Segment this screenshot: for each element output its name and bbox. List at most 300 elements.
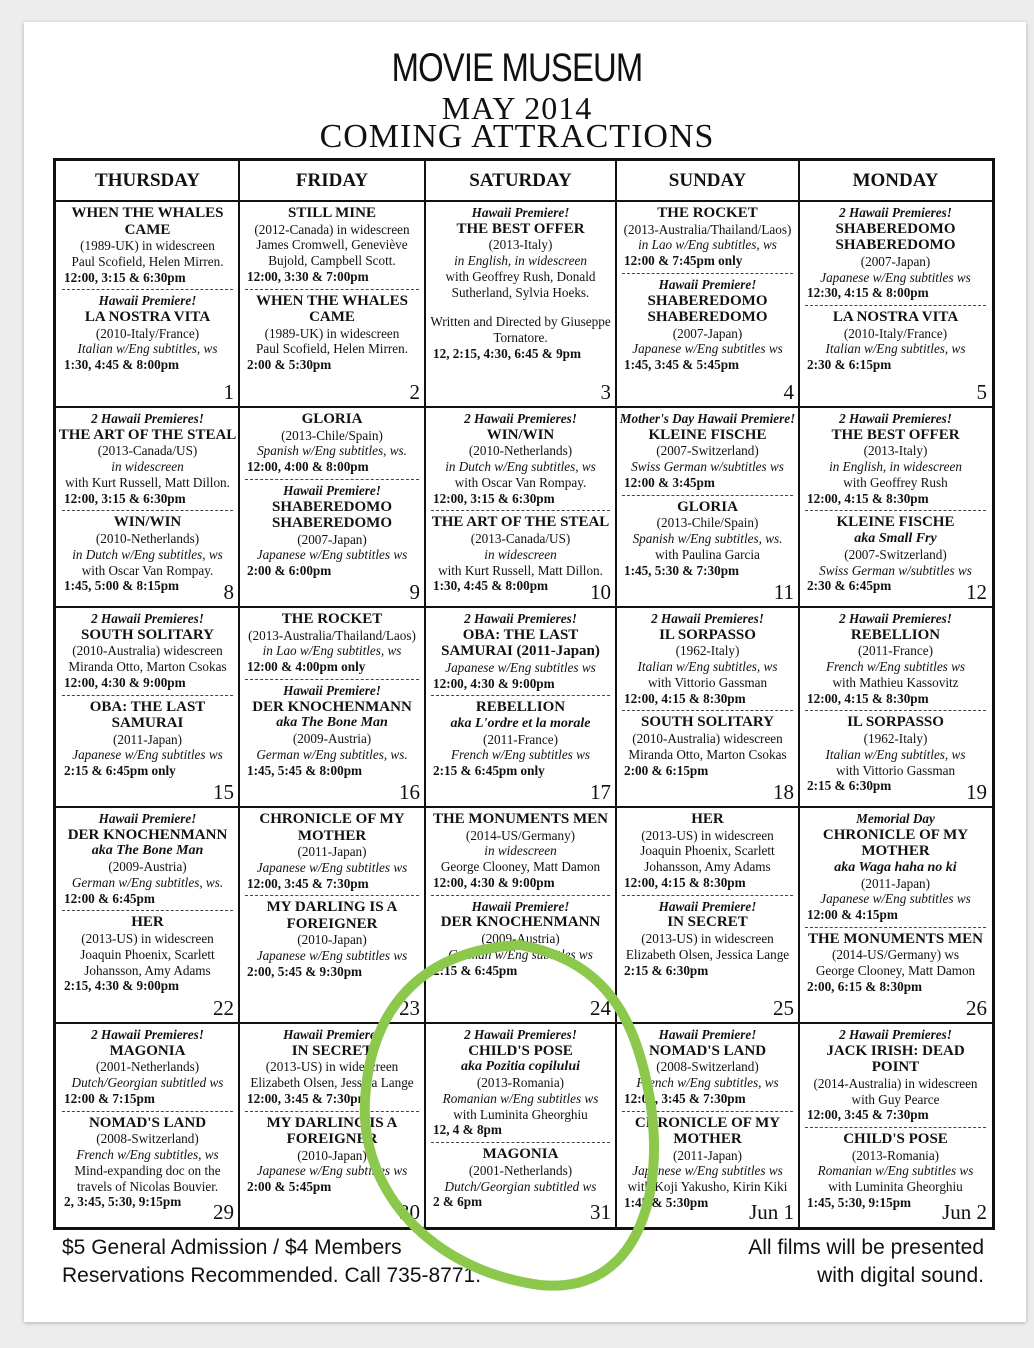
cast-info: George Clooney, Matt Damon	[440, 859, 601, 875]
language-info: German w/Eng subtitles ws	[448, 946, 593, 962]
day-number: 26	[966, 996, 987, 1020]
calendar-day-cell	[616, 611, 799, 807]
cast-info: Miranda Otto, Marton Csokas	[68, 659, 227, 675]
movie-title: GLORIA	[677, 498, 738, 515]
movie-info: (2010-Netherlands)	[95, 530, 200, 546]
movie-title: THE ART OF THE STEAL	[58, 426, 237, 443]
entry-divider	[245, 895, 419, 896]
movie-title: WIN/WIN	[113, 514, 182, 531]
language-info: Swiss German w/subtitles ws	[819, 562, 972, 578]
calendar-day-cell	[616, 411, 799, 607]
premiere-note: Hawaii Premiere!	[471, 898, 570, 914]
movie-info: (2013-Australia/Thailand/Laos)	[248, 627, 416, 643]
movie-title: SHABEREDOMO SHABEREDOMO	[271, 498, 392, 532]
showtimes: 2:30 & 6:15pm	[807, 357, 892, 373]
movie-info: (2011-Japan)	[297, 844, 367, 859]
showtimes: 12:00, 4:30 & 9:00pm	[64, 674, 186, 690]
movie-info: (2011-Japan)	[672, 1147, 743, 1163]
movie-title: THE BEST OFFER	[456, 220, 585, 237]
premiere-note: 2 Hawaii Premieres!	[464, 611, 577, 626]
cast-info: James Cromwell, Geneviève Bujold, Campbell Scott.	[256, 237, 408, 269]
alt-title: aka The Bone Man	[91, 843, 204, 859]
premiere-note: 2 Hawaii Premieres!	[839, 611, 952, 626]
movie-listing	[425, 611, 616, 691]
showtimes: 12:00, 4:15 & 8:30pm	[624, 874, 746, 890]
movie-listing	[239, 483, 425, 579]
movie-title: THE ROCKET	[657, 205, 758, 221]
movie-listing	[239, 899, 425, 979]
movie-info: (2008-Switzerland)	[656, 1059, 759, 1075]
entry-divider	[62, 910, 233, 911]
day-number: Jun 2	[942, 1200, 987, 1224]
movie-title: GLORIA	[301, 411, 363, 427]
movie-listing	[616, 205, 799, 269]
cast-info: Miranda Otto, Marton Csokas	[628, 746, 787, 762]
movie-listing	[425, 1146, 616, 1210]
cast-info: Joaquin Phoenix, Scarlett Johansson, Amy Adams	[80, 946, 215, 978]
schedule-grid	[53, 158, 995, 1230]
movie-info: (2001-Netherlands)	[468, 1162, 573, 1178]
cast-info: with Mathieu Kassovitz	[832, 674, 959, 690]
showtimes: 12:00, 4:00 & 8:00pm	[247, 459, 369, 475]
movie-listing	[239, 683, 425, 778]
movie-title: IL SORPASSO	[847, 714, 944, 731]
premiere-note: 2 Hawaii Premieres!	[91, 411, 204, 426]
premiere-note: 2 Hawaii Premieres!	[464, 411, 577, 426]
language-info: Spanish w/Eng subtitles, ws.	[632, 530, 783, 546]
movie-info: (2013-Italy)	[863, 443, 928, 459]
showtimes: 12:00, 3:45 & 7:30pm	[247, 1090, 369, 1106]
movie-listing	[616, 411, 799, 491]
showtimes: 1:45, 5:00 & 8:15pm	[64, 578, 180, 594]
showtimes: 2:15 & 6:45pm	[433, 962, 518, 978]
movie-title: JACK IRISH: DEAD POINT	[826, 1042, 965, 1076]
calendar-day-cell	[616, 205, 799, 407]
showtimes: 12:00, 4:30 & 9:00pm	[433, 675, 555, 691]
movie-info: (2013-Romania)	[476, 1075, 565, 1091]
showtimes: 12:00 & 4:00pm only	[247, 659, 366, 675]
movie-title: NOMAD'S LAND	[648, 1042, 767, 1059]
movie-title: WHEN THE WHALES CAME	[71, 205, 224, 238]
day-number: 9	[409, 580, 420, 604]
calendar-day-cell	[799, 1027, 992, 1227]
movie-title: THE ROCKET	[281, 611, 383, 627]
movie-listing	[425, 699, 616, 779]
premiere-note: 2 Hawaii Premieres!	[91, 1027, 204, 1042]
entry-divider	[622, 495, 793, 496]
showtimes: 12:00, 4:15 & 8:30pm	[807, 690, 929, 706]
movie-info: (2014-US/Germany)	[465, 827, 576, 843]
movie-listing	[799, 1027, 992, 1123]
movie-info: (2010-Italy/France)	[843, 325, 948, 341]
entry-divider	[62, 695, 233, 696]
showtimes: 12:00, 4:15 & 8:30pm	[624, 690, 746, 706]
movie-listing	[239, 411, 425, 475]
movie-info: (2007-Switzerland)	[844, 546, 947, 562]
movie-info: (2010-Japan)	[297, 932, 367, 948]
movie-title: SHABEREDOMO SHABEREDOMO	[835, 220, 956, 254]
movie-info: (2013-US) in widescreen	[265, 1059, 399, 1075]
language-info: Japanese w/Eng subtitles ws	[256, 859, 408, 875]
movie-title: DER KNOCHENMANN	[67, 826, 228, 843]
day-number: 29	[213, 1200, 234, 1224]
entry-divider	[622, 710, 793, 711]
movie-title: MAGONIA	[109, 1042, 186, 1059]
movie-listing	[616, 714, 799, 778]
day-number: 16	[399, 780, 420, 804]
language-info: Romanian w/Eng subtitles ws	[442, 1090, 599, 1106]
premiere-note: Hawaii Premiere!	[658, 276, 757, 292]
movie-listing	[799, 514, 992, 594]
premiere-note: 2 Hawaii Premieres!	[91, 611, 204, 626]
language-info: Italian w/Eng subtitles, ws	[825, 341, 966, 357]
language-info: in Dutch w/Eng subtitles, ws	[445, 459, 596, 475]
movie-title: NOMAD'S LAND	[88, 1114, 207, 1131]
cast-info: with Koji Yakusho, Kirin Kiki	[627, 1179, 788, 1195]
movie-info: (2012-Canada) in widescreen	[254, 221, 410, 237]
movie-listing	[239, 1115, 425, 1195]
movie-listing	[56, 514, 239, 594]
movie-title: CHRONICLE OF MY MOTHER	[634, 1114, 781, 1148]
day-number: 31	[590, 1200, 611, 1224]
premiere-note: Hawaii Premiere!	[283, 682, 381, 698]
day-number: 8	[223, 580, 234, 604]
movie-title: IL SORPASSO	[659, 626, 756, 643]
calendar-day-cell	[799, 611, 992, 807]
movie-info: (2010-Australia) widescreen	[632, 730, 783, 746]
movie-info: (2010-Italy/France)	[95, 325, 200, 341]
day-header-thursday: THURSDAY	[95, 170, 200, 191]
premiere-note: Hawaii Premiere!	[98, 811, 197, 826]
showtimes: 2:15 & 6:45pm only	[64, 763, 176, 779]
movie-listing	[616, 499, 799, 579]
premiere-note: 2 Hawaii Premieres!	[839, 1027, 952, 1042]
showtimes: 12:00, 4:30 & 9:00pm	[433, 874, 555, 890]
movie-listing	[799, 714, 992, 794]
cast-info: Mind-expanding doc on the travels of Nicolas Bouvier.	[74, 1162, 221, 1194]
movie-info: (2013-US) in widescreen	[641, 930, 774, 946]
showtimes: 12:00, 3:30 & 7:00pm	[247, 268, 369, 284]
showtimes: 12, 4 & 8pm	[433, 1122, 502, 1138]
movie-info: (2001-Netherlands)	[95, 1059, 200, 1075]
cast-info: Paul Scofield, Helen Mirren.	[256, 341, 408, 357]
movie-info: (2013-US) in widescreen	[81, 930, 214, 946]
calendar-day-cell	[239, 411, 425, 607]
movie-listing	[799, 411, 992, 506]
entry-divider	[805, 710, 986, 711]
alt-title: aka Pozitia copilului	[460, 1059, 580, 1075]
entry-divider	[431, 510, 610, 511]
language-info: Japanese w/Eng subtitles ws	[256, 547, 408, 563]
calendar-day-cell	[616, 811, 799, 1023]
showtimes: 1:45 & 5:30pm	[624, 1195, 709, 1211]
movie-info: (2011-France)	[858, 643, 933, 659]
day-header-saturday: SATURDAY	[469, 170, 572, 191]
calendar-day-cell	[56, 811, 239, 1023]
entry-divider	[62, 1111, 233, 1112]
showtimes: 12:00 & 3:45pm	[624, 474, 715, 490]
day-number: 18	[773, 780, 794, 804]
language-info: Romanian w/Eng subtitles ws	[817, 1163, 974, 1179]
showtimes: 2:00, 5:45 & 9:30pm	[247, 963, 363, 979]
cast-info: George Clooney, Matt Damon	[815, 963, 976, 979]
entry-divider	[805, 1127, 986, 1128]
calendar-day-cell	[56, 611, 239, 807]
movie-info: (1962-Italy)	[863, 730, 928, 746]
movie-title: KLEINE FISCHE	[648, 426, 767, 443]
showtimes: 1:30, 4:45 & 8:00pm	[433, 578, 549, 594]
movie-title: MY DARLING IS A FOREIGNER	[266, 899, 398, 932]
movie-title: SHABEREDOMO SHABEREDOMO	[647, 292, 768, 326]
alt-title: aka Small Fry	[854, 530, 937, 546]
showtimes: 12:30, 4:15 & 8:00pm	[807, 285, 929, 301]
day-number: 10	[590, 580, 611, 604]
movie-listing	[56, 914, 239, 994]
alt-title: aka L'ordre et la morale	[450, 715, 591, 731]
digital-sound-note-2: with digital sound.	[817, 1264, 984, 1287]
premiere-note: 2 Hawaii Premieres!	[651, 611, 764, 626]
cast-info: Joaquin Phoenix, Scarlett Johansson, Amy Adams	[640, 843, 775, 875]
cast-info: with Luminita Gheorghiu	[828, 1179, 963, 1195]
language-info: in Lao w/Eng subtitles, ws	[638, 237, 777, 253]
language-info: Japanese w/Eng subtitles ws	[632, 341, 783, 357]
movie-info: (2013-US) in widescreen	[641, 827, 774, 843]
premiere-note: Hawaii Premiere!	[658, 1027, 757, 1042]
showtimes: 1:45, 5:30 & 7:30pm	[624, 562, 740, 578]
entry-divider	[62, 510, 233, 511]
language-info: French w/Eng subtitles ws	[825, 659, 966, 675]
movie-info: (2010-Netherlands)	[468, 443, 573, 459]
movie-title: STILL MINE	[288, 205, 376, 221]
movie-listing	[799, 611, 992, 706]
showtimes: 2:15 & 6:45pm only	[433, 763, 545, 779]
movie-info: (2013-Canada/US)	[470, 530, 571, 546]
showtimes: 1:30, 4:45 & 8:00pm	[64, 357, 180, 373]
day-header-friday: FRIDAY	[295, 170, 369, 191]
movie-title: WHEN THE WHALES CAME	[256, 292, 408, 326]
calendar-day-cell	[425, 411, 616, 607]
showtimes: 12:00 & 7:15pm	[64, 1090, 155, 1106]
entry-divider	[622, 895, 793, 896]
movie-info: (2009-Austria)	[108, 859, 187, 875]
cast-info: with Paulina Garcia	[655, 546, 760, 562]
entry-divider	[245, 679, 419, 680]
reservations-note: Reservations Recommended. Call 735-8771.	[62, 1264, 482, 1287]
movie-info: (2011-France)	[483, 731, 558, 747]
movie-listing	[425, 811, 616, 891]
movie-info: (2013-Italy)	[488, 237, 553, 253]
movie-info: (2008-Switzerland)	[96, 1131, 199, 1147]
movie-info: (2011-Japan)	[112, 731, 183, 747]
entry-divider	[622, 1111, 793, 1112]
movie-title: SOUTH SOLITARY	[81, 626, 214, 643]
entry-divider	[245, 1111, 419, 1112]
calendar-day-cell	[239, 1027, 425, 1227]
movie-info: (2013-Chile/Spain)	[656, 515, 759, 531]
movie-listing	[239, 811, 425, 891]
language-info: French w/Eng subtitles, ws	[636, 1075, 779, 1091]
movie-info: (2013-Australia/Thailand/Laos)	[623, 221, 792, 237]
movie-listing	[799, 931, 992, 995]
movie-title: REBELLION	[850, 626, 941, 643]
showtimes: 12:00, 4:15 & 8:30pm	[807, 490, 929, 506]
entry-divider	[62, 289, 233, 290]
entry-divider	[431, 1142, 610, 1143]
cast-info: Elizabeth Olsen, Jessica Lange	[250, 1075, 414, 1091]
movie-title: HER	[691, 811, 724, 827]
movie-listing	[56, 611, 239, 691]
movie-title: DER KNOCHENMANN	[440, 914, 601, 931]
movie-title: LA NOSTRA VITA	[84, 309, 211, 326]
movie-listing	[56, 411, 239, 506]
movie-listing	[56, 1027, 239, 1107]
grid-horizontal-line	[56, 200, 992, 202]
movie-listing	[239, 205, 425, 285]
language-info: Japanese w/Eng subtitles ws	[820, 891, 971, 907]
movie-listing	[616, 277, 799, 373]
showtimes: 12:00, 3:15 & 6:30pm	[64, 269, 186, 285]
showtimes: 2:00 & 5:45pm	[247, 1179, 332, 1195]
movie-listing	[799, 205, 992, 301]
movie-listing	[425, 514, 616, 594]
movie-listing	[239, 293, 425, 373]
showtimes: 2:00 & 6:00pm	[247, 563, 332, 579]
day-number: 25	[773, 996, 794, 1020]
day-number: 19	[966, 780, 987, 804]
movie-listing	[799, 1131, 992, 1211]
cast-info: with Vittorio Gassman	[835, 762, 956, 778]
showtimes: 2 & 6pm	[433, 1194, 483, 1210]
entry-divider	[805, 305, 986, 306]
calendar-day-cell	[239, 811, 425, 1023]
calendar-day-cell	[425, 811, 616, 1023]
movie-info: (2013-Canada/US)	[97, 443, 198, 459]
premiere-note: 2 Hawaii Premieres!	[839, 411, 952, 426]
language-info: Italian w/Eng subtitles, ws	[825, 746, 966, 762]
day-number: 3	[600, 380, 611, 404]
language-info: German w/Eng subtitles, ws.	[256, 746, 408, 762]
showtimes: 12:00 & 6:45pm	[64, 890, 155, 906]
day-number: 23	[399, 996, 420, 1020]
movie-info: (2014-Australia) in widescreen	[813, 1075, 978, 1091]
day-number: 30	[399, 1200, 420, 1224]
movie-info: (2009-Austria)	[481, 930, 560, 946]
movie-listing	[425, 899, 616, 979]
museum-title: MOVIE MUSEUM	[391, 46, 643, 90]
premiere-note: 2 Hawaii Premieres!	[464, 1027, 577, 1042]
cast-info: with Geoffrey Rush, Donald Sutherland, Sylvia Hoeks.	[445, 268, 596, 300]
entry-divider	[431, 895, 610, 896]
showtimes: 12:00, 3:45 & 7:30pm	[807, 1107, 929, 1123]
cast-info: with Oscar Van Rompay.	[81, 562, 214, 578]
movie-info: (2013-Chile/Spain)	[281, 427, 383, 443]
showtimes: 12, 2:15, 4:30, 6:45 & 9pm	[433, 346, 581, 362]
movie-listing	[616, 1027, 799, 1107]
cast-info: with Vittorio Gassman	[647, 674, 768, 690]
movie-title: REBELLION	[475, 699, 566, 716]
calendar-day-cell	[799, 811, 992, 1023]
movie-title: CHRONICLE OF MY MOTHER	[822, 826, 969, 860]
movie-listing	[616, 1115, 799, 1211]
premiere-note: Hawaii Premiere!	[98, 293, 197, 309]
showtimes: 12:00, 3:45 & 7:30pm	[247, 875, 369, 891]
calendar-day-cell	[56, 1027, 239, 1227]
admission-price: $5 General Admission / $4 Members	[62, 1236, 402, 1259]
language-info: Japanese w/Eng subtitles ws	[256, 948, 408, 964]
premiere-note: Hawaii Premiere!	[658, 898, 757, 914]
movie-info: (2007-Japan)	[860, 253, 931, 269]
movie-info: (1989-UK) in widescreen	[80, 238, 215, 253]
movie-listing	[239, 1027, 425, 1107]
language-info: German w/Eng subtitles, ws.	[71, 874, 224, 890]
cast-info: with Guy Pearce	[851, 1091, 940, 1107]
day-number: 5	[976, 380, 987, 404]
showtimes: 2:30 & 6:45pm	[807, 578, 892, 594]
cast-info: with Oscar Van Rompay.	[454, 474, 587, 490]
alt-title: aka Waga haha no ki	[834, 859, 957, 875]
movie-info: (2010-Japan)	[297, 1147, 367, 1163]
entry-divider	[245, 289, 419, 290]
movie-info: (2009-Austria)	[292, 730, 372, 746]
movie-title: MY DARLING IS A FOREIGNER	[266, 1114, 398, 1148]
language-info: in widescreen	[111, 459, 184, 475]
calendar-day-cell	[799, 205, 992, 407]
language-info: in widescreen	[484, 546, 557, 562]
showtimes: 2:00 & 6:15pm	[624, 762, 709, 778]
showtimes: 12:00, 3:45 & 7:30pm	[624, 1090, 746, 1106]
premiere-note: 2 Hawaii Premieres!	[839, 205, 952, 220]
language-info: Japanese w/Eng subtitles ws	[820, 269, 971, 285]
day-number: Jun 1	[749, 1200, 794, 1224]
showtimes: 12:00, 3:15 & 6:30pm	[64, 490, 186, 506]
showtimes: 2:00, 6:15 & 8:30pm	[807, 979, 923, 995]
movie-listing	[425, 411, 616, 506]
language-info: Italian w/Eng subtitles, ws	[637, 659, 778, 675]
movie-info: (2010-Australia) widescreen	[72, 643, 223, 659]
language-info: in English, in widescreen	[829, 459, 962, 475]
movie-title: CHRONICLE OF MY MOTHER	[259, 811, 405, 844]
day-number: 11	[773, 580, 794, 604]
calendar-day-cell	[425, 1027, 616, 1227]
movie-title: MAGONIA	[482, 1146, 559, 1163]
showtimes: 12:00 & 4:15pm	[807, 907, 898, 923]
movie-info: (2007-Japan)	[297, 531, 367, 547]
premiere-note: Memorial Day	[856, 811, 935, 826]
movie-title: CHILD'S POSE	[468, 1042, 573, 1059]
language-info: Italian w/Eng subtitles, ws	[77, 341, 218, 357]
language-info: Japanese w/Eng subtitles ws	[256, 1163, 408, 1179]
movie-title: OBA: THE LAST SAMURAI (2011-Japan)	[441, 626, 600, 660]
day-header-monday: MONDAY	[852, 170, 939, 191]
calendar-day-cell	[616, 1027, 799, 1227]
day-number: 22	[213, 996, 234, 1020]
calendar-day-cell	[56, 411, 239, 607]
showtimes: 2, 3:45, 5:30, 9:15pm	[64, 1194, 182, 1210]
movie-listing	[239, 611, 425, 675]
movie-title: KLEINE FISCHE	[836, 514, 955, 531]
premiere-note: Hawaii Premiere!	[471, 205, 570, 220]
calendar-day-cell	[239, 205, 425, 407]
movie-title: WIN/WIN	[486, 426, 555, 443]
showtimes: 2:15, 4:30 & 9:00pm	[64, 978, 180, 994]
language-info: Japanese w/Eng subtitles ws	[72, 747, 223, 763]
movie-title: THE MONUMENTS MEN	[432, 811, 608, 827]
showtimes: 1:45, 5:45 & 8:00pm	[247, 762, 363, 778]
language-info: Japanese w/Eng subtitles ws	[632, 1163, 783, 1179]
alt-title: aka The Bone Man	[276, 715, 388, 731]
movie-title: LA NOSTRA VITA	[832, 309, 959, 326]
showtimes: 12:00, 3:15 & 6:30pm	[433, 490, 555, 506]
